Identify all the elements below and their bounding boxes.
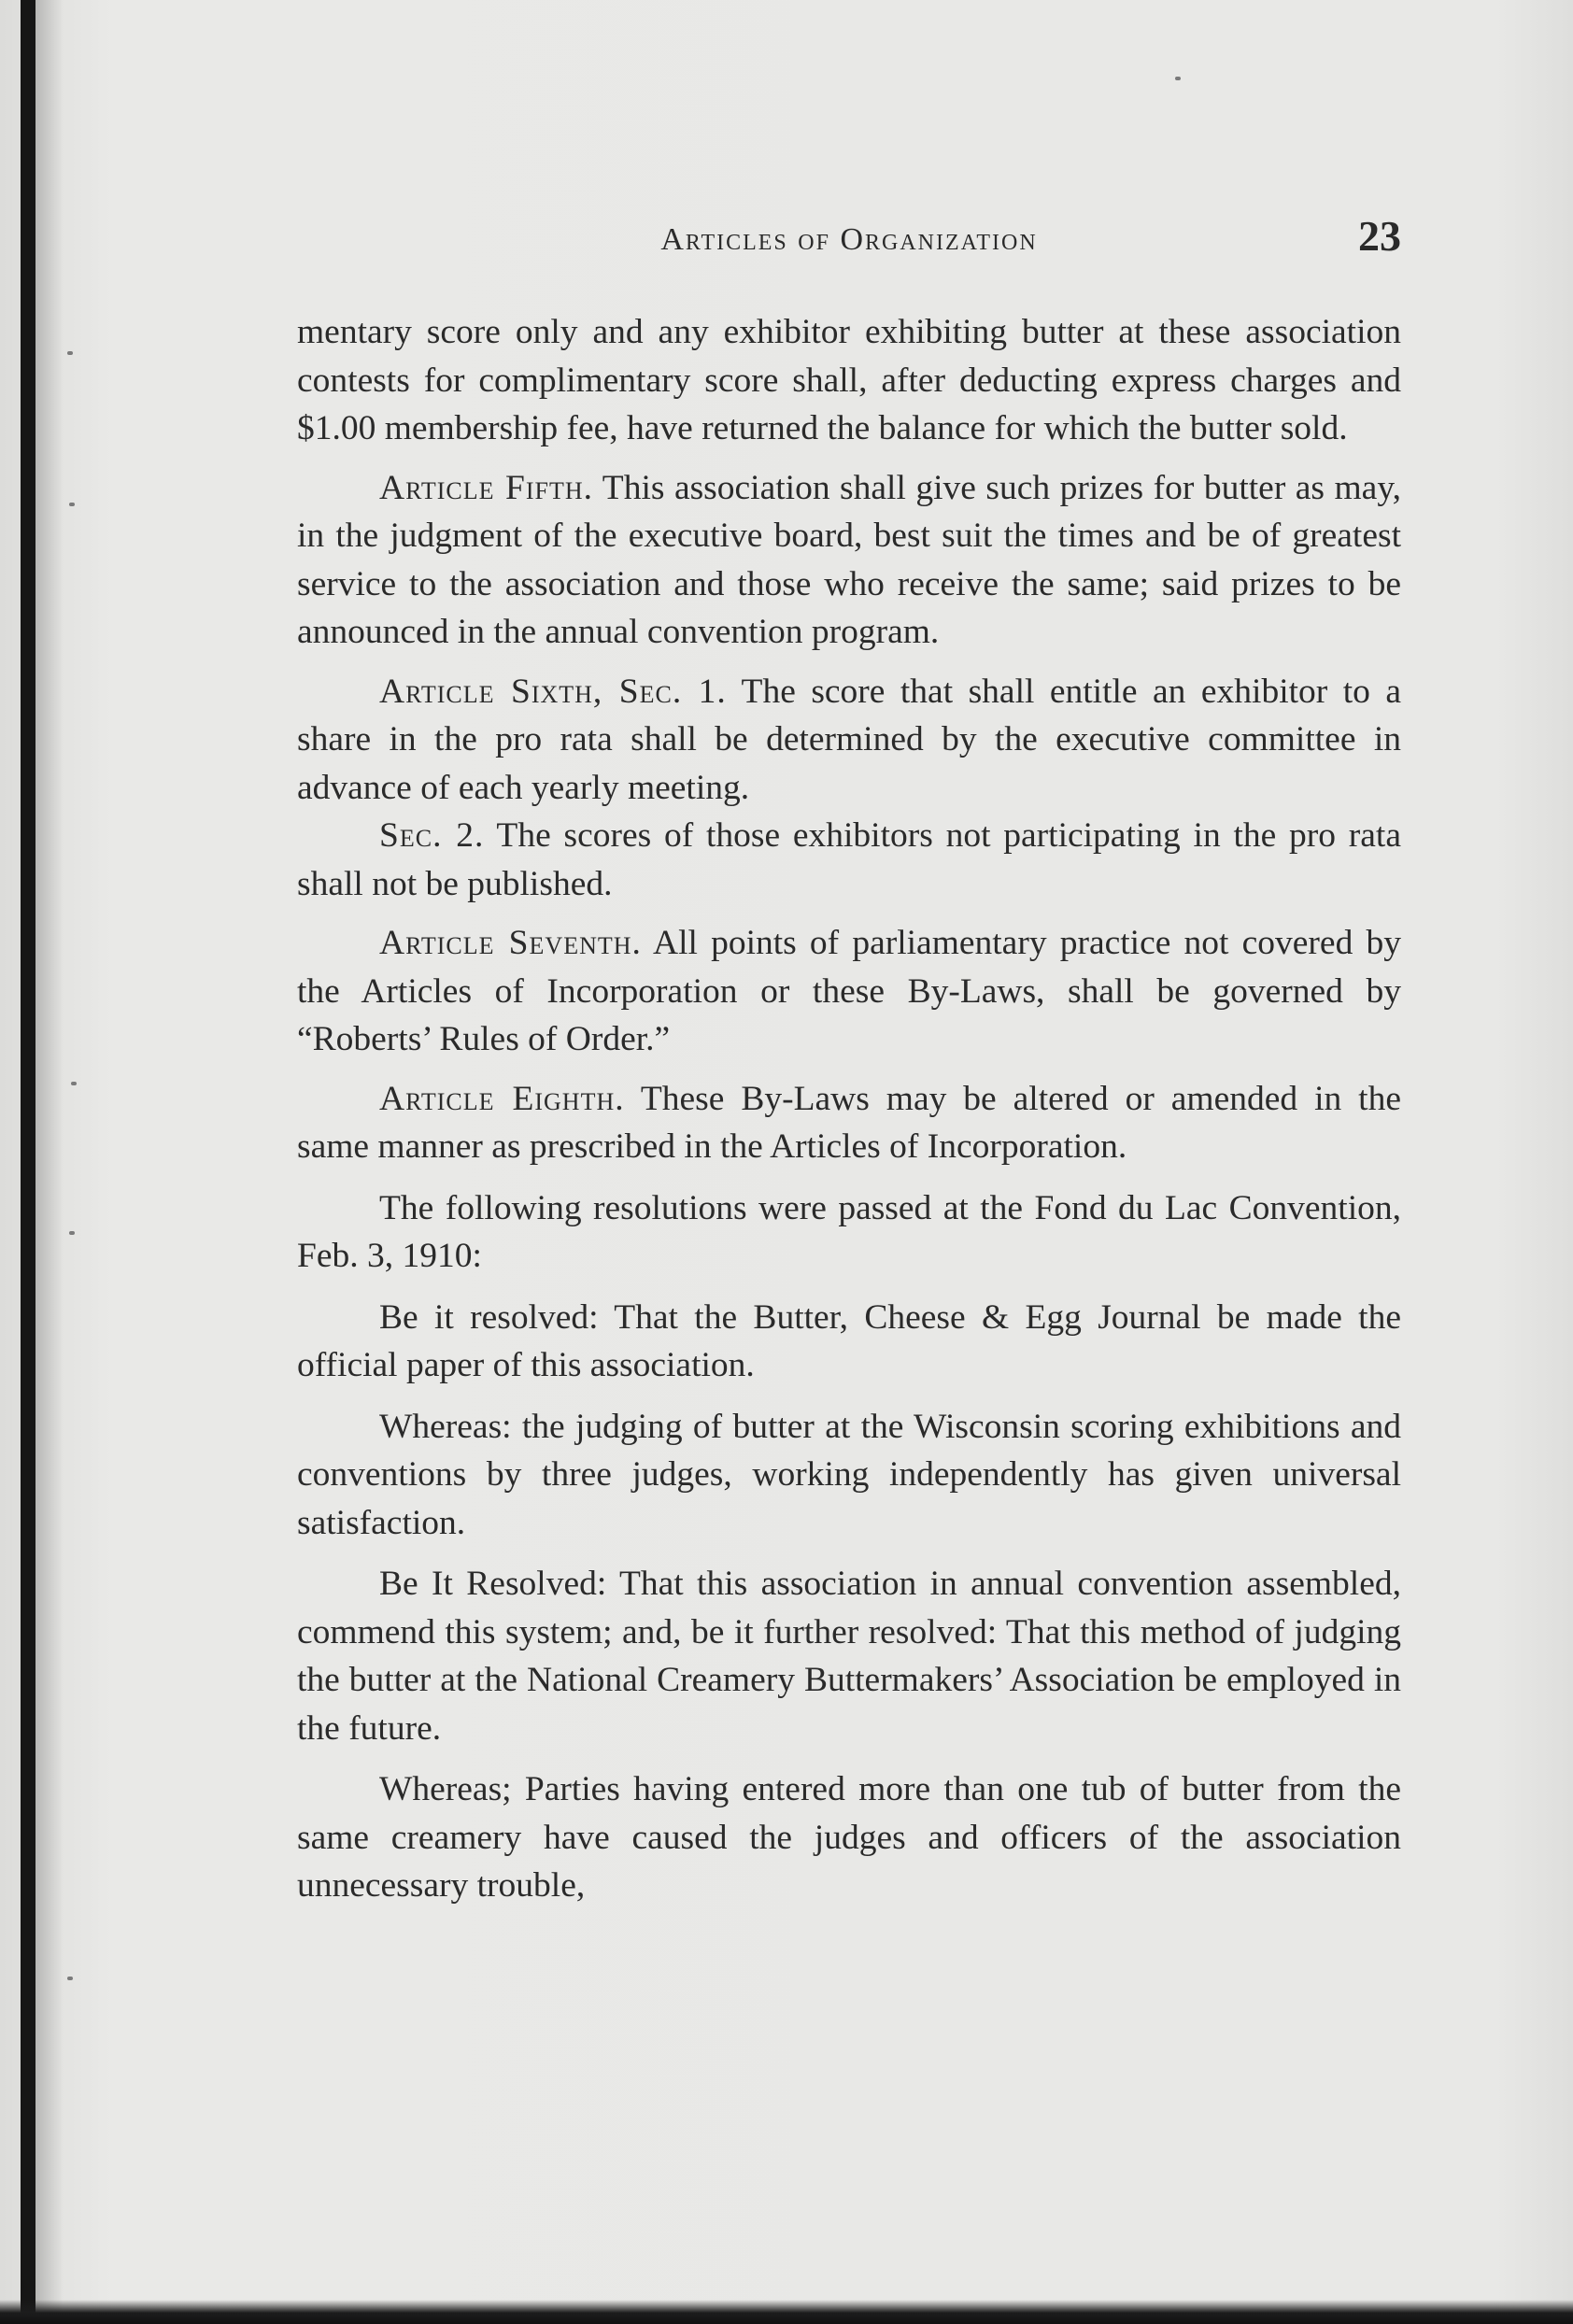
margin-speck <box>69 503 75 506</box>
print-speck <box>1175 77 1181 80</box>
margin-speck <box>69 1231 75 1235</box>
margin-speck <box>71 1082 77 1085</box>
paragraph-whereas-parties <box>297 1765 1401 1910</box>
paragraph-article-seventh <box>297 919 1401 1064</box>
paragraph-text: This association shall give such prizes for butter as may, in the judgment of the executive board, best suit the times and be of greatest service to the association and those who receive the same; said prizes to be announced in the annual convention program. <box>297 468 1402 651</box>
paragraph-resolutions-intro <box>297 1184 1401 1281</box>
margin-speck <box>67 351 73 355</box>
paragraph-article-sixth <box>297 668 1401 813</box>
paragraph-text: These By-Laws may be altered or amended in the same manner as prescribed in the Articles of Incorporation. <box>297 1079 1401 1166</box>
running-head: Articles of Organization <box>660 222 1038 257</box>
article-heading: Article Fifth. <box>379 468 593 507</box>
page-header <box>297 211 1401 276</box>
article-heading: Article Eighth. <box>379 1079 625 1118</box>
paragraph-section-two <box>297 812 1401 908</box>
article-heading: Article Sixth, Sec. 1. <box>379 672 727 711</box>
paragraph-article-eighth <box>297 1075 1401 1171</box>
paragraph-text: The following resolutions were passed at the Fond du Lac Convention, Feb. 3, 1910: <box>297 1188 1401 1275</box>
bottom-edge <box>0 2300 1573 2324</box>
paragraph-resolution-journal <box>297 1294 1401 1390</box>
section-heading: Sec. 2. <box>379 816 485 855</box>
paragraph-continuation <box>297 308 1401 453</box>
binding-shadow <box>35 0 64 2324</box>
paragraph-text: All points of parliamentary practice not covered by the Articles of Incorporation or these By-Laws, shall be governed by “Roberts’ Rules of Order.” <box>297 924 1401 1058</box>
article-heading: Article Seventh. <box>379 924 642 962</box>
paragraph-text: Whereas: the judging of butter at the Wisconsin scoring exhibitions and conventions by three judges, working independently has given universal satisfaction. <box>297 1407 1401 1542</box>
paragraph-text: Whereas; Parties having entered more than one tub of butter from the same creamery have caused the judges and officers of the association unnecessary trouble, <box>297 1770 1401 1905</box>
page-number: 23 <box>1358 212 1401 260</box>
paragraph-text: mentary score only and any exhibitor exhibiting butter at these association contests for complimentary score shall, after deducting express charges and $1.00 membership fee, have returned the balance for which the butter sold. <box>297 313 1401 447</box>
margin-speck <box>67 1977 73 1980</box>
binding-edge <box>21 0 35 2324</box>
paragraph-text: Be It Resolved: That this association in annual convention assembled, commend this system; and, be it further resolved: That this method of judging the butter at the National Creamery Buttermakers’ Association be employed in the future. <box>297 1565 1401 1748</box>
paragraph-whereas-judging <box>297 1403 1401 1548</box>
paragraph-text: The score that shall entitle an exhibitor to a share in the pro rata shall be determined by the executive committee in advance of each yearly meeting. <box>297 672 1401 807</box>
paragraph-text: Be it resolved: That the Butter, Cheese & Egg Journal be made the official paper of this association. <box>297 1297 1401 1384</box>
paragraph-text: The scores of those exhibitors not participating in the pro rata shall not be published. <box>297 816 1401 903</box>
paragraph-resolved-commend <box>297 1560 1401 1752</box>
paragraph-article-fifth <box>297 464 1401 657</box>
body-text <box>297 308 1401 1910</box>
